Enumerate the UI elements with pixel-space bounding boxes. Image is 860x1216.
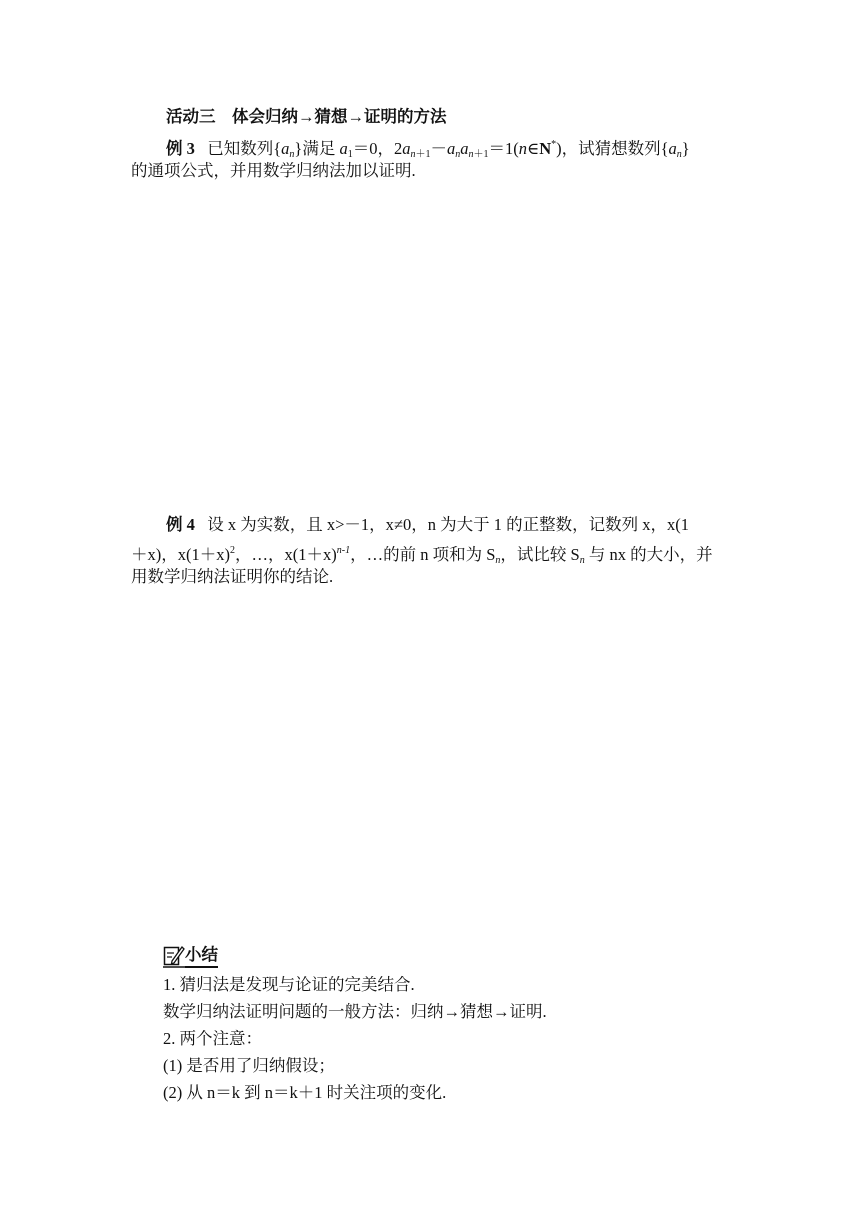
- example4-line1: 例 4 设 x 为实数，且 x>－1，x≠0，n 为大于 1 的正整数，记数列 x，x(1: [166, 515, 689, 534]
- summary-item-2: 数学归纳法证明问题的一般方法：归纳→猜想→证明.: [163, 1002, 547, 1021]
- summary-heading: [163, 944, 243, 970]
- example3-label: 例 3: [166, 139, 195, 158]
- summary-item-4: (1) 是否用了归纳假设；: [163, 1056, 335, 1075]
- pencil-note-icon: [163, 944, 185, 973]
- activity-heading: 活动三 体会归纳→猜想→证明的方法: [166, 107, 447, 126]
- example4-line3: 用数学归纳法证明你的结论.: [131, 567, 334, 586]
- summary-title: 小结: [185, 944, 218, 968]
- example4-label: 例 4: [166, 515, 195, 534]
- example4-line2: ＋x)，$x(1+x)^2$，…，$x(1+x)^{n-1}$，…的前 n 项和为 $S_n$，试比较 $S_n$ 与 nx 的大小，并: [131, 545, 713, 566]
- summary-item-5: (2) 从 n＝k 到 n＝k＋1 时关注项的变化.: [163, 1083, 447, 1102]
- example3-line2: 的通项公式，并用数学归纳法加以证明.: [131, 161, 416, 180]
- summary-item-1: 1. 猜归法是发现与论证的完美结合.: [163, 975, 415, 994]
- example3-line1: 例 3 已知数列$\{a_n\}$满足 $a_1=0$，$2a_{n+1}-a_na_{n+1}=1(n\in N^*)$，试猜想数列$\{a_n\}$: [166, 139, 690, 160]
- summary-item-3: 2. 两个注意：: [163, 1029, 262, 1048]
